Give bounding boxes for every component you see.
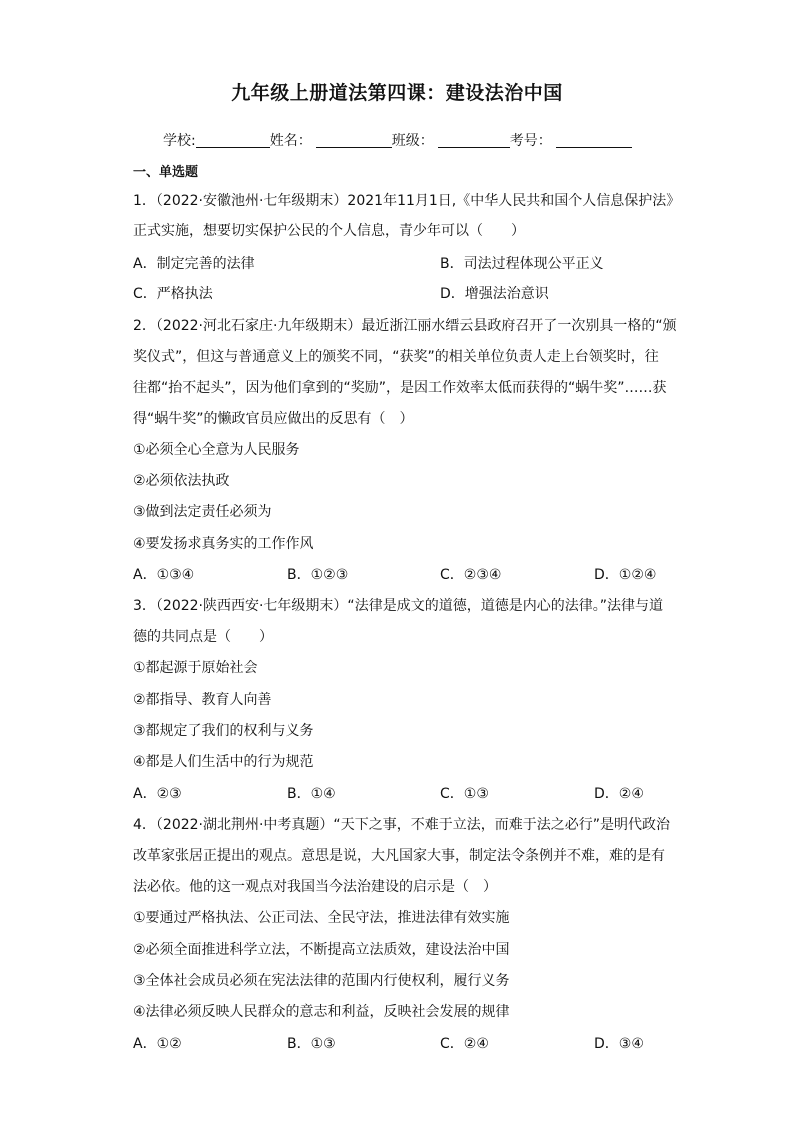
question-2-line: 往都“抬不起头”，因为他们拿到的“奖励”，是因工作效率太低而获得的“蜗牛奖”……获 (133, 380, 667, 396)
q3-option-c: C．①③ (440, 786, 489, 802)
question-3-statement: ③都规定了我们的权利与义务 (133, 723, 314, 739)
question-3-line: 3．（2022·陕西西安·七年级期末）“法律是成文的道德，道德是内心的法律。”法律与道 (133, 598, 663, 614)
question-4-statement: ②必须全面推进科学立法，不断提高立法质效，建设法治中国 (133, 942, 510, 958)
q3-option-b: B．①④ (287, 786, 336, 802)
q1-option-c: C．严格执法 (133, 286, 213, 302)
section-heading: 一、单选题 (133, 165, 199, 180)
question-4-statement: ①要通过严格执法、公正司法、全民守法，推进法律有效实施 (133, 910, 510, 926)
exam-number-label: 考号： (509, 133, 552, 149)
question-4-line: 改革家张居正提出的观点。意思是说，大凡国家大事，制定法令条例并不难，难的是有 (133, 848, 665, 864)
student-info-row (163, 130, 632, 150)
q4-option-d: D．③④ (594, 1036, 644, 1052)
class-label: 班级： (391, 133, 434, 149)
q3-option-a: A．②③ (133, 786, 182, 802)
question-2-statement: ①必须全心全意为人民服务 (133, 442, 300, 458)
question-2-statement: ②必须依法执政 (133, 473, 230, 489)
question-2-statement: ③做到法定责任必须为 (133, 504, 272, 520)
q2-option-d: D．①②④ (594, 567, 657, 583)
name-blank (316, 133, 392, 148)
question-3-statement: ①都起源于原始社会 (133, 660, 258, 676)
school-label: 学校: (163, 133, 196, 149)
question-2-statement: ④要发扬求真务实的工作作风 (133, 536, 314, 552)
question-2-line: 2．（2022·河北石家庄·九年级期末）最近浙江丽水缙云县政府召开了一次别具一格的“颁 (133, 318, 677, 334)
q1-option-a: A．制定完善的法律 (133, 256, 255, 272)
q4-option-a: A．①② (133, 1036, 182, 1052)
name-label: 姓名： (269, 133, 312, 149)
page-title: 九年级上册道法第四课：建设法治中国 (231, 82, 563, 104)
school-blank (196, 133, 270, 148)
q2-option-a: A．①③④ (133, 567, 195, 583)
class-blank (438, 133, 510, 148)
q3-option-d: D．②④ (594, 786, 644, 802)
question-2-line: 得“蜗牛奖”的懒政官员应做出的反思有（ ） (133, 411, 414, 427)
question-4-line: 法必依。他的这一观点对我国当今法治建设的启示是（ ） (133, 879, 497, 895)
question-3-line: 德的共同点是（ ） (133, 629, 273, 645)
question-3-statement: ②都指导、教育人向善 (133, 692, 272, 708)
q1-option-b: B．司法过程体现公平正义 (440, 256, 604, 272)
q2-option-b: B．①②③ (287, 567, 349, 583)
question-1-line: 正式实施，想要切实保护公民的个人信息，青少年可以（ ） (133, 223, 525, 239)
q2-option-c: C．②③④ (440, 567, 502, 583)
question-2-line: 奖仪式”，但这与普通意义上的颁奖不同，“获奖”的相关单位负责人走上台领奖时，往 (133, 349, 659, 365)
q4-option-b: B．①③ (287, 1036, 336, 1052)
exam-number-blank (556, 133, 632, 148)
question-4-line: 4．（2022·湖北荆州·中考真题）“天下之事，不难于立法，而难于法之必行”是明代政治 (133, 817, 670, 833)
q4-option-c: C．②④ (440, 1036, 489, 1052)
question-3-statement: ④都是人们生活中的行为规范 (133, 754, 314, 770)
question-1-line: 1．（2022·安徽池州·七年级期末）2021年11月1日,《中华人民共和国个人信息保护法》 (133, 193, 681, 209)
q1-option-d: D．增强法治意识 (440, 286, 549, 302)
question-4-statement: ③全体社会成员必须在宪法法律的范围内行使权利，履行义务 (133, 973, 510, 989)
question-4-statement: ④法律必须反映人民群众的意志和利益，反映社会发展的规律 (133, 1004, 510, 1020)
